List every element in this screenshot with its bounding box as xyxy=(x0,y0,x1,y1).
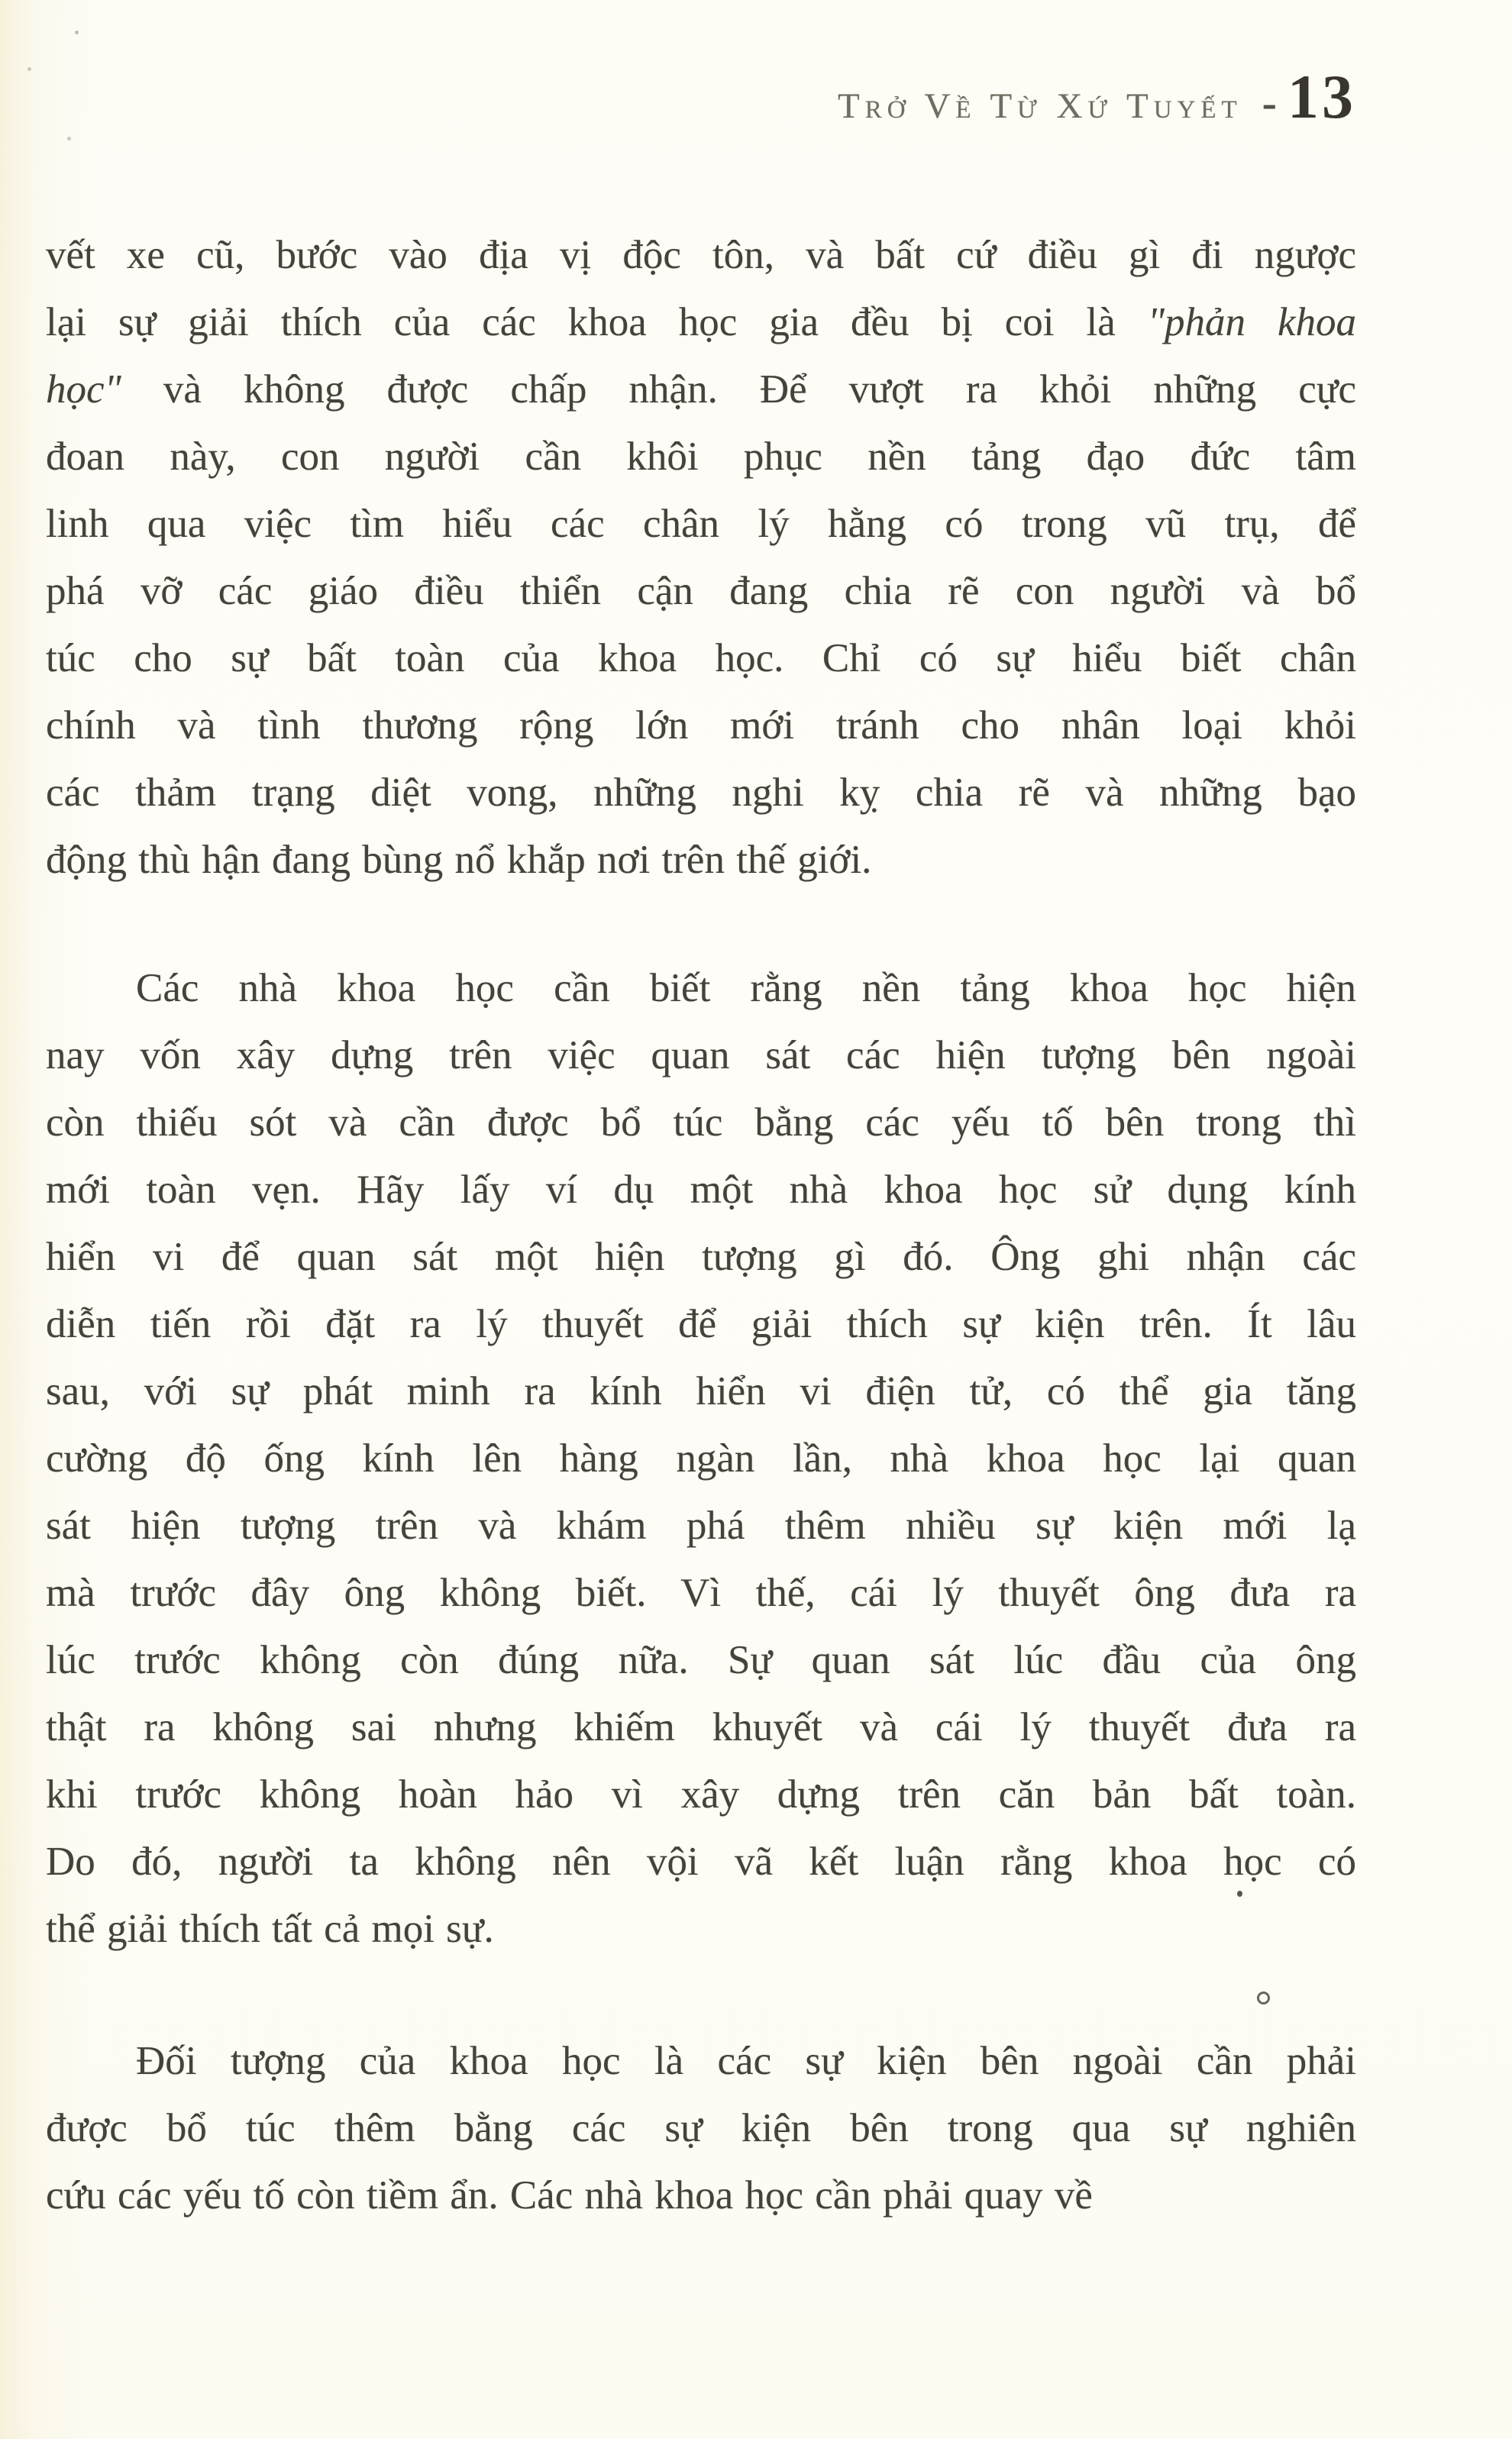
italic-text-segment: học" xyxy=(46,367,121,412)
text-line xyxy=(46,1828,1356,1895)
text-line xyxy=(46,1156,1356,1223)
scan-speck xyxy=(75,31,79,34)
text-segment: còn thiếu sót và cần được bổ túc bằng các yếu tố bên trong thì xyxy=(46,1100,1356,1145)
text-segment: các thảm trạng diệt vong, những nghi kỵ chia rẽ và những bạo xyxy=(46,770,1356,815)
text-block xyxy=(46,221,1356,2229)
text-segment: linh qua việc tìm hiểu các chân lý hằng có trong vũ trụ, để xyxy=(46,502,1356,546)
text-segment: phá vỡ các giáo điều thiển cận đang chia rẽ con người và bổ xyxy=(46,569,1356,613)
text-segment: vết xe cũ, bước vào địa vị độc tôn, và bất cứ điều gì đi ngược xyxy=(46,233,1356,277)
text-segment: mà trước đây ông không biết. Vì thế, cái lý thuyết ông đưa ra xyxy=(46,1571,1356,1615)
text-segment: động thù hận đang bùng nổ khắp nơi trên thế giới. xyxy=(46,838,872,882)
text-line xyxy=(46,826,1356,893)
book-title: Trở Về Từ Xứ Tuyết xyxy=(838,86,1242,126)
text-line xyxy=(46,1358,1356,1425)
italic-text-segment: "phản khoa xyxy=(1147,300,1356,344)
text-segment: Các nhà khoa học cần biết rằng nền tảng khoa học hiện xyxy=(136,966,1356,1010)
paragraph xyxy=(46,2027,1356,2229)
text-segment: được bổ túc thêm bằng các sự kiện bên trong qua sự nghiên xyxy=(46,2106,1356,2150)
text-line xyxy=(46,1627,1356,1694)
text-segment: sát hiện tượng trên và khám phá thêm nhiều sự kiện mới lạ xyxy=(46,1504,1356,1548)
running-header xyxy=(46,55,1356,157)
text-segment: thể giải thích tất cả mọi sự. xyxy=(46,1907,494,1951)
text-line xyxy=(46,1492,1356,1559)
text-line xyxy=(46,2095,1356,2162)
text-line xyxy=(46,1761,1356,1828)
text-line xyxy=(46,1022,1356,1089)
text-line xyxy=(46,557,1356,625)
text-line xyxy=(46,1089,1356,1156)
text-segment: mới toàn vẹn. Hãy lấy ví dụ một nhà khoa học sử dụng kính xyxy=(46,1168,1356,1212)
text-line xyxy=(46,2162,1356,2229)
text-segment: lại sự giải thích của các khoa học gia đều bị coi là xyxy=(46,300,1148,344)
text-line xyxy=(46,423,1356,490)
text-line xyxy=(46,692,1356,759)
text-line xyxy=(46,221,1356,289)
scan-speck xyxy=(1257,1992,1270,2005)
text-line xyxy=(46,759,1356,826)
text-line xyxy=(46,1291,1356,1358)
text-segment: khi trước không hoàn hảo vì xây dựng trên căn bản bất toàn. xyxy=(46,1772,1356,1817)
text-line xyxy=(46,955,1356,1022)
text-line xyxy=(46,1895,1356,1963)
page-number: 13 xyxy=(1287,62,1356,131)
text-segment: cường độ ống kính lên hàng ngàn lần, nhà khoa học lại quan xyxy=(46,1436,1356,1481)
paragraph xyxy=(46,221,1356,893)
text-line xyxy=(46,625,1356,692)
text-segment: và không được chấp nhận. Để vượt ra khỏi những cực xyxy=(121,367,1356,412)
scan-speck xyxy=(1237,1891,1242,1897)
text-segment: hiển vi để quan sát một hiện tượng gì đó. Ông ghi nhận các xyxy=(46,1235,1356,1279)
paragraph xyxy=(46,955,1356,1963)
text-segment: nay vốn xây dựng trên việc quan sát các hiện tượng bên ngoài xyxy=(46,1033,1356,1077)
text-line xyxy=(46,2027,1356,2095)
text-segment: đoan này, con người cần khôi phục nền tảng đạo đức tâm xyxy=(46,434,1356,479)
text-line xyxy=(46,490,1356,557)
text-segment: cứu các yếu tố còn tiềm ẩn. Các nhà khoa học cần phải quay về xyxy=(46,2173,1093,2218)
text-segment: lúc trước không còn đúng nữa. Sự quan sát lúc đầu của ông xyxy=(46,1638,1356,1682)
text-line xyxy=(46,1425,1356,1492)
text-segment: sau, với sự phát minh ra kính hiển vi điện tử, có thể gia tăng xyxy=(46,1369,1356,1413)
text-segment: chính và tình thương rộng lớn mới tránh cho nhân loại khỏi xyxy=(46,703,1356,748)
scan-speck xyxy=(27,67,31,71)
header-separator: - xyxy=(1262,78,1277,128)
scan-speck xyxy=(67,137,71,141)
text-segment: Do đó, người ta không nên vội vã kết luận rằng khoa học có xyxy=(46,1840,1356,1884)
text-line xyxy=(46,1223,1356,1291)
text-line xyxy=(46,289,1356,356)
text-line xyxy=(46,1559,1356,1627)
text-line xyxy=(46,1694,1356,1761)
text-segment: diễn tiến rồi đặt ra lý thuyết để giải thích sự kiện trên. Ít lâu xyxy=(46,1302,1356,1346)
text-segment: Đối tượng của khoa học là các sự kiện bên ngoài cần phải xyxy=(136,2039,1356,2083)
text-segment: thật ra không sai nhưng khiếm khuyết và cái lý thuyết đưa ra xyxy=(46,1705,1356,1749)
text-line xyxy=(46,356,1356,423)
text-segment: túc cho sự bất toàn của khoa học. Chỉ có sự hiểu biết chân xyxy=(46,636,1356,680)
